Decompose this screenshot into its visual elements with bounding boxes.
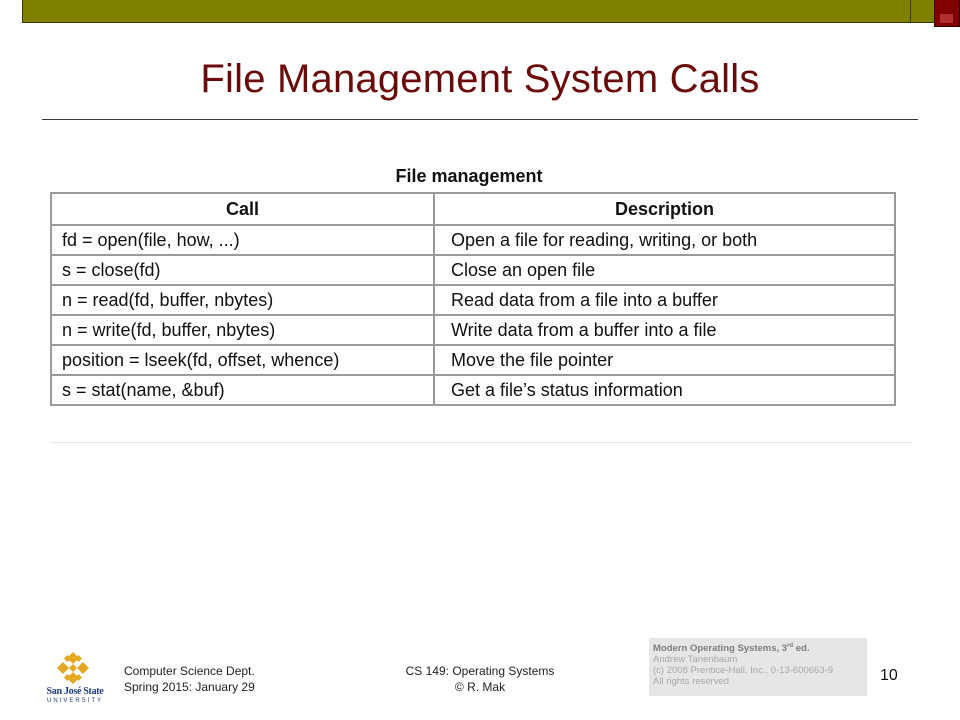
department-name: Computer Science Dept.: [124, 664, 255, 678]
table-row: [51, 315, 895, 345]
slide-title: File Management System Calls: [200, 57, 760, 101]
footer-course: [380, 663, 580, 695]
description-cell: Move the file pointer: [434, 345, 895, 375]
top-decorative-band: [22, 0, 937, 28]
olive-bar: [22, 0, 914, 23]
call-cell: s = close(fd): [51, 255, 434, 285]
call-cell: fd = open(file, how, ...): [51, 225, 434, 255]
call-cell: position = lseek(fd, offset, whence): [51, 345, 434, 375]
table-caption: File management: [395, 166, 543, 186]
description-cell: Get a file’s status information: [434, 375, 895, 405]
figure-bottom-rule: [50, 442, 912, 443]
description-cell: Read data from a file into a buffer: [434, 285, 895, 315]
page-number: 10: [880, 667, 898, 684]
call-cell: n = read(fd, buffer, nbytes): [51, 285, 434, 315]
description-cell: Write data from a buffer into a file: [434, 315, 895, 345]
call-cell: n = write(fd, buffer, nbytes): [51, 315, 434, 345]
header-description: Description: [434, 193, 895, 225]
table-row: [51, 375, 895, 405]
credit-rights: All rights reserved: [653, 676, 730, 688]
title-divider: [42, 119, 918, 120]
lecture-date: Spring 2015: January 29: [124, 680, 255, 694]
logo-subtext: UNIVERSITY: [46, 698, 103, 704]
credit-title: Modern Operating Systems, 3rd ed.: [653, 643, 810, 655]
maroon-square: [934, 0, 960, 27]
call-cell: s = stat(name, &buf): [51, 375, 434, 405]
credit-author: Andrew Tanenbaum: [653, 654, 738, 666]
table-row: [51, 345, 895, 375]
university-logo: [45, 652, 105, 708]
file-management-table: [50, 192, 896, 406]
olive-square: [910, 0, 937, 23]
course-name: CS 149: Operating Systems: [405, 664, 555, 678]
table-row: [51, 285, 895, 315]
description-cell: Close an open file: [434, 255, 895, 285]
table-row: [51, 255, 895, 285]
copyright: © R. Mak: [454, 680, 506, 694]
description-cell: Open a file for reading, writing, or both: [434, 225, 895, 255]
header-call: Call: [51, 193, 434, 225]
credit-publisher: (c) 2008 Prentice-Hall, Inc.. 0-13-600663-9: [653, 665, 834, 677]
sjsu-emblem-icon: [57, 652, 89, 684]
table-header-row: [51, 193, 895, 225]
table-row: [51, 225, 895, 255]
logo-wordmark: San José State: [46, 686, 104, 697]
footer-department: [124, 663, 255, 695]
textbook-credit-box: [649, 638, 867, 696]
